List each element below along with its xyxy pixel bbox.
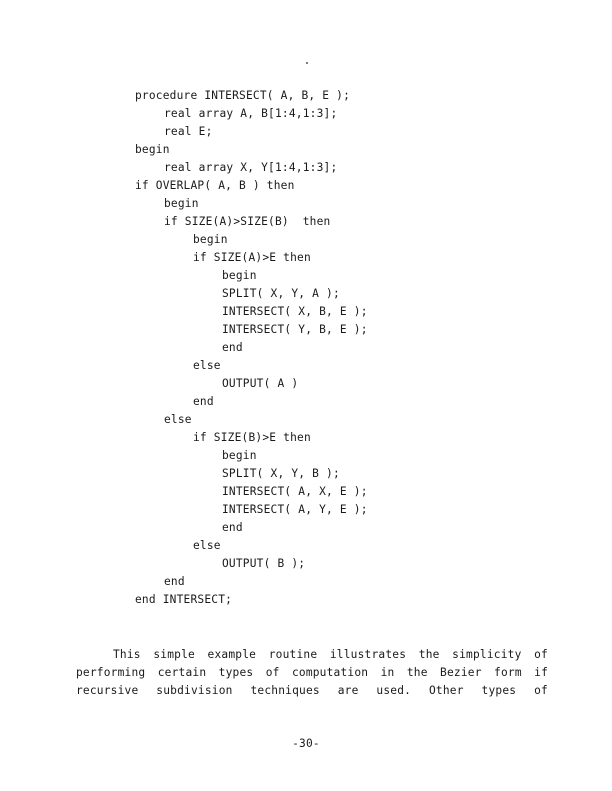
- code-line: procedure INTERSECT( A, B, E );: [135, 89, 350, 102]
- code-line: else: [193, 359, 221, 372]
- code-line: real E;: [164, 125, 213, 138]
- scan-speck: [306, 62, 308, 64]
- code-line: OUTPUT( B );: [222, 557, 306, 570]
- code-line: end: [222, 341, 243, 354]
- code-line: INTERSECT( Y, B, E );: [222, 323, 368, 336]
- page-number: -30-: [292, 737, 320, 750]
- code-line: INTERSECT( X, B, E );: [222, 305, 368, 318]
- code-line: SPLIT( X, Y, A );: [222, 287, 340, 300]
- code-line: begin: [164, 197, 199, 210]
- code-line: else: [164, 413, 192, 426]
- code-line: else: [193, 539, 221, 552]
- code-line: if SIZE(A)>E then: [193, 251, 311, 264]
- code-line: real array A, B[1:4,1:3];: [164, 107, 338, 120]
- paragraph-line: recursive subdivision techniques are used. Other types of: [76, 684, 548, 697]
- code-line: real array X, Y[1:4,1:3];: [164, 161, 338, 174]
- code-line: begin: [135, 143, 170, 156]
- code-line: OUTPUT( A ): [222, 377, 299, 390]
- code-line: begin: [193, 233, 228, 246]
- code-line: SPLIT( X, Y, B );: [222, 467, 340, 480]
- code-line: end: [222, 521, 243, 534]
- paragraph-line: This simple example routine illustrates the simplicity of: [113, 648, 548, 661]
- code-line: INTERSECT( A, Y, E );: [222, 503, 368, 516]
- paragraph-line: performing certain types of computation in the Bezier form if: [76, 666, 548, 679]
- code-line: end INTERSECT;: [135, 593, 233, 606]
- code-line: end: [193, 395, 214, 408]
- code-line: if SIZE(B)>E then: [193, 431, 311, 444]
- code-line: if SIZE(A)>SIZE(B) then: [164, 215, 331, 228]
- code-line: begin: [222, 449, 257, 462]
- code-line: INTERSECT( A, X, E );: [222, 485, 368, 498]
- code-line: if OVERLAP( A, B ) then: [135, 179, 295, 192]
- code-line: end: [164, 575, 185, 588]
- code-line: begin: [222, 269, 257, 282]
